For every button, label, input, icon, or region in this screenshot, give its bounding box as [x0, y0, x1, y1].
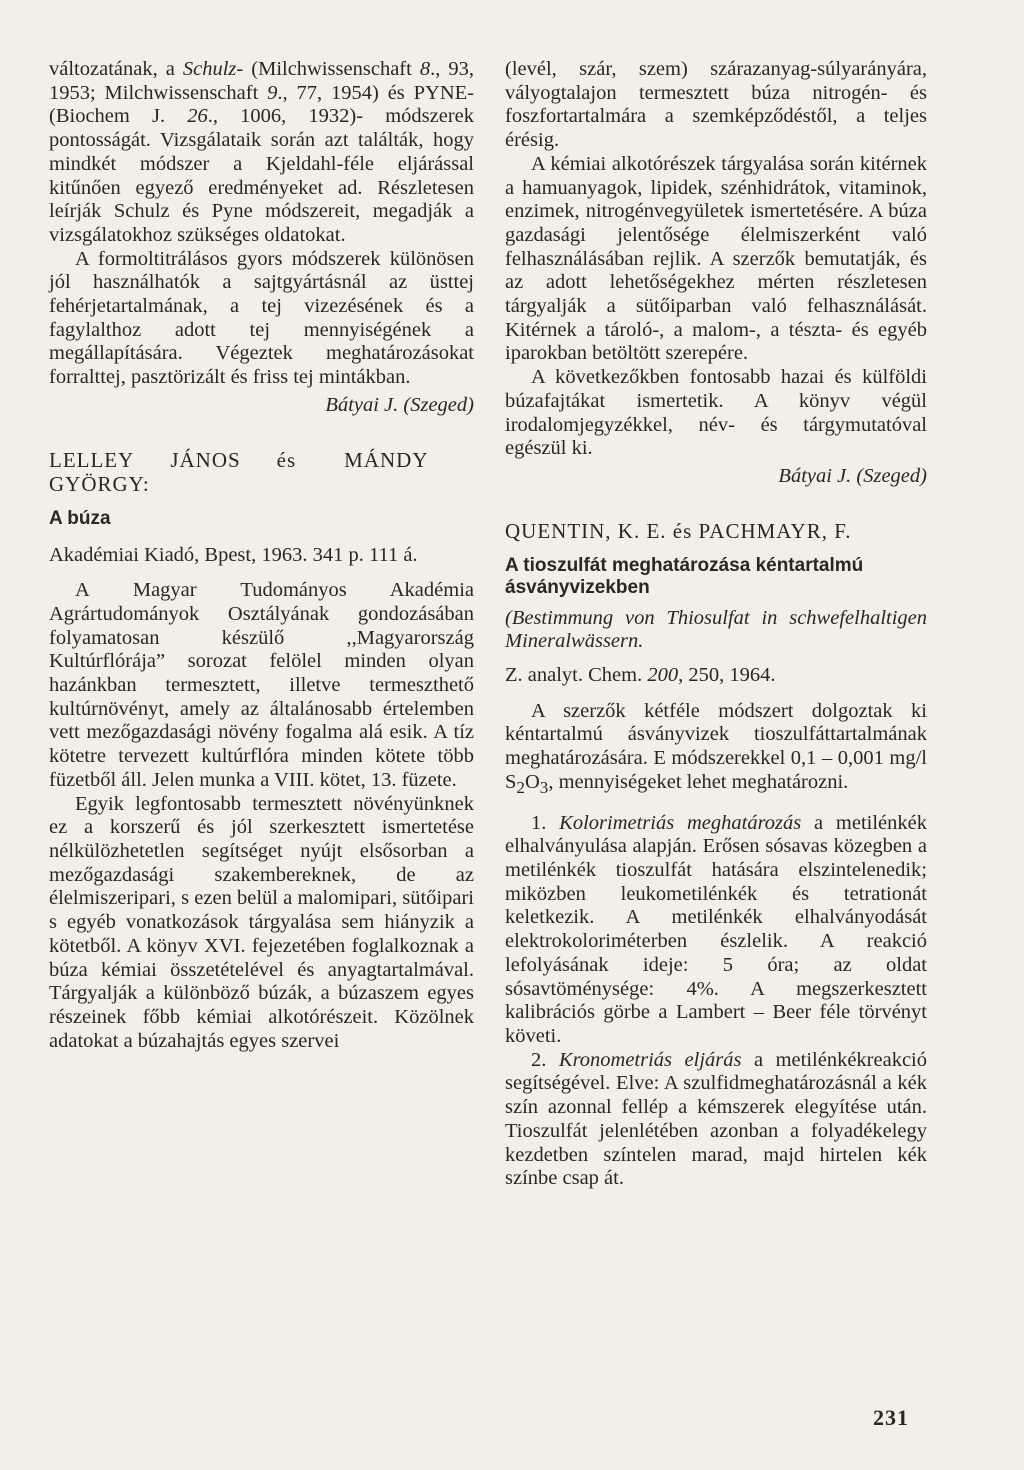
numbered-paragraph [505, 1049, 927, 1191]
text: A szerzők kétféle módszert dolgoztak ki kéntartalmú ásványvizek tioszulfáttartalmának meghatározására. E módszerekkel 0,1 – 0,001 mg/l S [505, 699, 927, 793]
paragraph: Egyik legfontosabb termesztett növényünknek ez a korszerű és jól szerkesztett ismertetése nélkülözhetetlen segítséget nyújt elsősorban a mezőgazdasági szakembereknek, de az élelmiszeripari, s ezen belül a malomipari, sütőipari s egyéb vonatkozások tárgyalása sem hiányzik a kötetből. A könyv XVI. fejezetében foglalkoznak a búza kémiai összetételével és anyagtartalmával. Tárgyalják a különböző búzák, a búzaszem egyes részeinek főbb kémiai alkotórészeit. Közölnek adatokat a búzahajtás egyes szervei [49, 792, 474, 1052]
paragraph [505, 700, 927, 800]
paragraph-continuation [49, 58, 474, 248]
article-title: A tioszulfát meghatározása kéntartalmú ásványvizekben [505, 554, 864, 598]
text: ., 93, 1953; Milchwissenschaft [49, 58, 474, 104]
text: a metilénkékreakció segítségével. Elve: A szulfidmeghatározásnál a kék szín azonnal fellép a kémszerek elegyítése után. Tioszulfát jelenlétében azonban a folyadékelegy kezdetben színtelen marad, majd hirtelen kék színbe csap át. [505, 1048, 927, 1190]
subscript: 2 [516, 777, 525, 797]
subscript: 3 [539, 777, 549, 797]
emphasis: Kolorimetriás meghatározás [559, 811, 802, 834]
text: , 250, 1964. [678, 664, 776, 687]
publisher-info: Akadémiai Kiadó, Bpest, 1963. 341 p. 111 á. [49, 543, 418, 566]
text: , mennyiségeket lehet meghatározni. [548, 770, 849, 793]
paragraph: A Magyar Tudományos Akadémia Agrártudományok Osztályának gondozásában folyamatosan készülő ,,Magyarország Kultúrflórája” sorozat felölel minden olyan hazánkban termesztett, illetve termeszthető kultúrnövényt, amely az általánosabb értelemben vett mezőgazdasági növény fogalma alá esik. A tíz kötetre tervezett kultúrflóra minden kötete több füzetből áll. Jelen munka a VIII. kötet, 13. füzete. [49, 579, 474, 791]
text: a metilénkék elhalványulása alapján. Erősen sósavas közegben a metilénkék tioszulfát hatására elszintelenedik; miközben leukometilénkék és tetrationát keletkezik. A metilénkék elhalványodását elektrokoloriméterben észlelik. A reakció lefolyásának ideje: 5 óra; az oldat sósavtöménysége: 4%. A megszerkesztett kalibrációs görbe a Lambert – Beer féle törvényt követi. [505, 811, 927, 1047]
page-number: 231 [873, 1405, 909, 1430]
paragraph: A kémiai alkotórészek tárgyalása során kitérnek a hamuanyagok, lipidek, szénhidrátok, vitaminok, enzimek, nitrogénvegyületek ismertetésére. A búza gazdasági jelentősége élelmiszerként való felhasználásában rejlik. A szerzők bemutatják, és az adott lehetőségekhez mérten részletesen tárgyalják a sütőiparban való felhasználását. Kitérnek a tároló-, a malom-, a tészta- és egyéb iparokban betöltött szerepére. [505, 152, 927, 365]
volume: 8 [419, 58, 431, 80]
text: Z. analyt. Chem. [505, 664, 648, 687]
left-column [49, 58, 474, 1053]
review-heading-authors [49, 448, 474, 496]
paragraph: A formoltitrálásos gyors módszerek különösen jól használhatók a sajtgyártásnál az üsttej fehérjetartalmának, a tej vizezésének és a fagylalthoz adott tej mennyiségének a megállapítására. Végeztek meghatározásokat forralttej, pasztörizált és friss tej mintákban. [49, 247, 474, 389]
text: ., 77, 1954) és PYNE- (Biochem J. [49, 81, 475, 128]
numbered-paragraph [505, 812, 927, 1049]
author: JÁNOS [170, 447, 241, 472]
item-number: 1. [531, 811, 560, 834]
book-title: A búza [49, 507, 111, 529]
paragraph: A következőkben fontosabb hazai és külföldi búzafajtákat ismertetik. A könyv végül irodalomjegyzékkel, név- és tárgymutatóval egészül ki. [505, 366, 927, 460]
item-number: 2. [531, 1048, 559, 1071]
text: O [524, 770, 540, 793]
author: MÁNDY [344, 447, 429, 472]
emphasis: Kronometriás eljárás [558, 1048, 742, 1071]
text: (Milchwissenschaft [243, 58, 420, 80]
author-name: Schulz- [182, 58, 244, 80]
text: változatának, a [49, 58, 183, 80]
right-column [505, 58, 927, 1191]
review-heading-authors: QUENTIN, K. E. és PACHMAYR, F. [505, 518, 852, 543]
reviewer-signature: Bátyai J. (Szeged) [778, 464, 927, 487]
conjunction: és [276, 447, 297, 472]
volume: 9 [267, 81, 278, 104]
reviewer-signature: Bátyai J. (Szeged) [325, 393, 474, 416]
paragraph-continuation: (levél, szár, szem) szárazanyag-súlyarányára, vályogtalajon termesztett búza nitrogén- és foszfortartalmára a szemképződéstől, a teljes érésig. [505, 58, 927, 152]
volume: 200 [647, 664, 679, 687]
volume: 26 [187, 105, 208, 128]
article-subtitle: (Bestimmung von Thiosulfat in schwefelhaltigen Mineralwässern. [505, 606, 927, 653]
author: GYÖRGY: [49, 471, 150, 496]
author: LELLEY [49, 447, 135, 472]
text: ., 1006, 1932)- módszerek pontosságát. Vizsgálataik során azt találták, hogy mindkét módszer a Kjeldahl-féle eljárással kitűnően egyező eredményeket ad. Részletesen leírják Schulz és Pyne módszereit, megadják a vizsgálatokhoz szükséges oldatokat. [49, 105, 474, 246]
journal-reference [505, 664, 927, 688]
